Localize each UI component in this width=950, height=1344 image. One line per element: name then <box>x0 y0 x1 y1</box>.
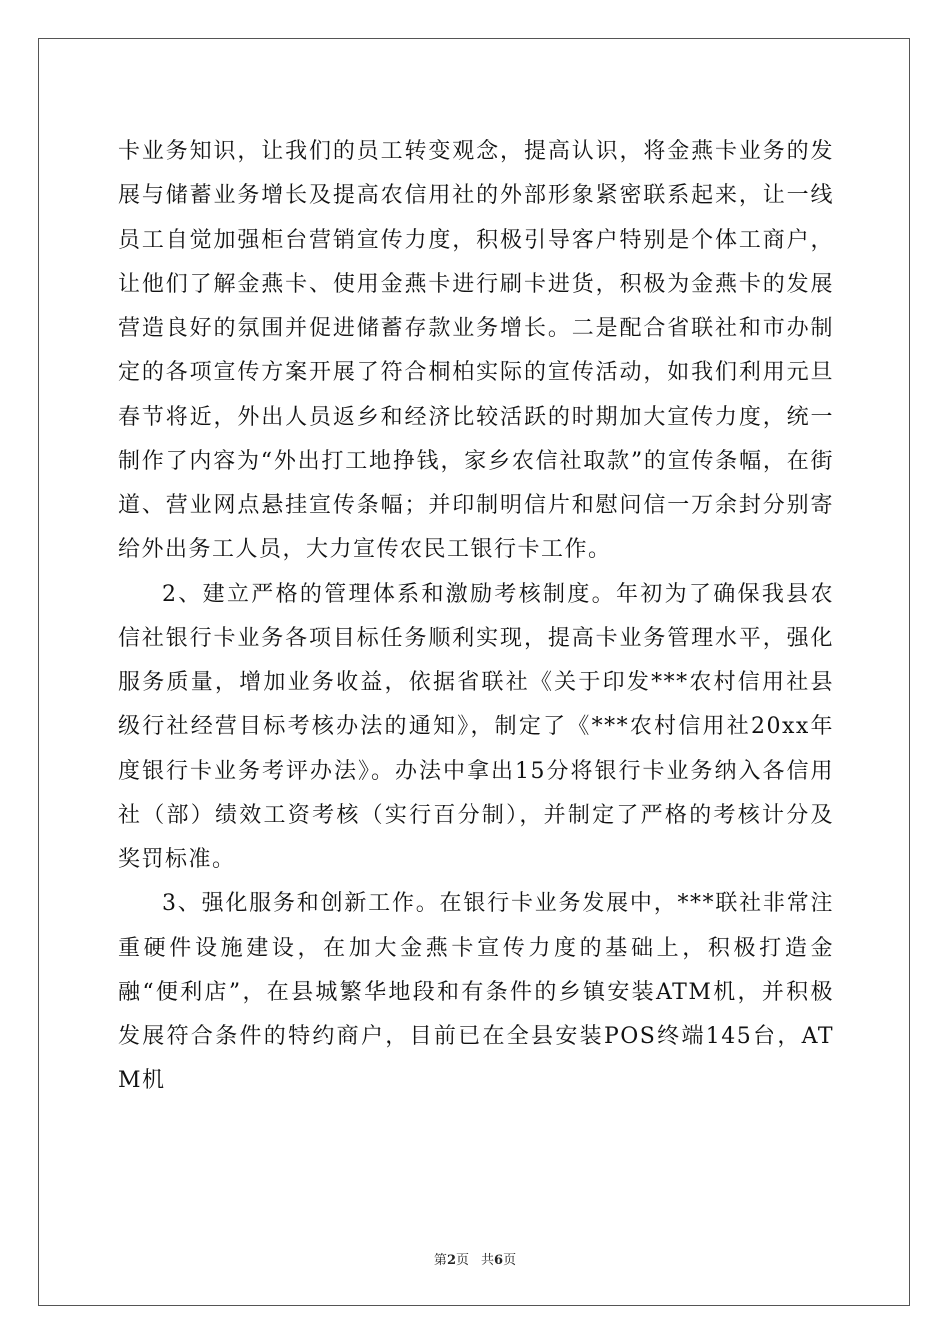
total-prefix: 共 <box>481 1253 495 1268</box>
document-body <box>118 130 834 1104</box>
paragraph-item-2: 2、建立严格的管理体系和激励考核制度。年初为了确保我县农信社银行卡业务各项目标任务顺利实现，提高卡业务管理水平，强化服务质量，增加业务收益，依据省联社《关于印发***农村信用社县级行社经营目标考核办法的通知》，制定了《***农村信用社20xx年度银行卡业务考评办法》。办法中拿出15分将银行卡业务纳入各信用社（部）绩效工资考核（实行百分制），并制定了严格的考核计分及奖罚标准。 <box>118 581 834 872</box>
page-footer <box>0 1249 950 1268</box>
paragraph-continued: 卡业务知识，让我们的员工转变观念，提高认识，将金燕卡业务的发展与储蓄业务增长及提高农信用社的外部形象紧密联系起来，让一线员工自觉加强柜台营销宣传力度，积极引导客户特别是个体工商户，让他们了解金燕卡、使用金燕卡进行刷卡进货，积极为金燕卡的发展营造良好的氛围并促进储蓄存款业务增长。二是配合省联社和市办制定的各项宣传方案开展了符合桐柏实际的宣传活动，如我们利用元旦春节将近，外出人员返乡和经济比较活跃的时期加大宣传力度，统一制作了内容为“外出打工地挣钱，家乡农信社取款”的宣传条幅，在街道、营业网点悬挂宣传条幅；并印制明信片和慰问信一万余封分别寄给外出务工人员，大力宣传农民工银行卡工作。 <box>118 139 834 563</box>
paragraph-item-3: 3、强化服务和创新工作。在银行卡业务发展中，***联社非常注重硬件设施建设，在加大金燕卡宣传力度的基础上，积极打造金融“便利店”，在县城繁华地段和有条件的乡镇安装ATM机，并积极发展符合条件的特约商户，目前已在全县安装POS终端145台，ATM机 <box>118 891 834 1094</box>
page-prefix: 第 <box>433 1253 447 1268</box>
page-label: 页 <box>455 1253 469 1268</box>
total-label: 页 <box>503 1253 517 1268</box>
total-page-number: 6 <box>494 1253 504 1268</box>
current-page-number: 2 <box>446 1253 456 1268</box>
